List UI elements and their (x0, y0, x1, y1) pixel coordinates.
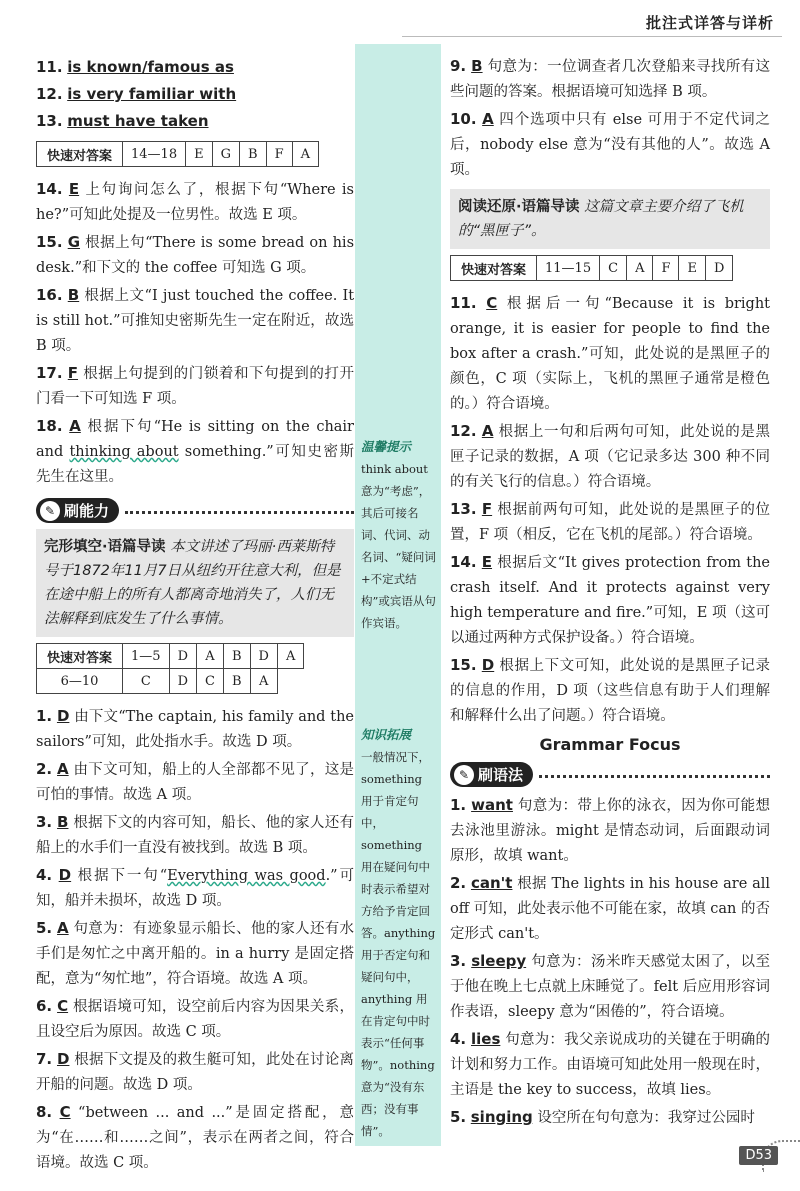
item-answer: E (68, 180, 80, 198)
pen-icon: ✎ (454, 765, 474, 785)
item-answer: is known/famous as (67, 58, 234, 76)
item-explanation: 句意为：汤米昨天感觉太困了，以至于他在晚上七点就上床睡觉了。felt 后应用形容词作表语，sleepy 意为“困倦的”，符合语境。 (450, 954, 770, 1020)
item-explanation: 设空所在句句意为：我穿过公园时 (537, 1110, 755, 1126)
quick-cell: B (240, 142, 267, 167)
quick-answer-table-1 (36, 141, 319, 167)
item-number: 10. (450, 110, 477, 128)
item-number: 7. (36, 1050, 53, 1068)
item-number: 9. (450, 57, 467, 75)
section-badge: ✎ 刷能力 (36, 498, 119, 523)
answer-list-4 (450, 54, 770, 183)
item-number: 3. (450, 952, 467, 970)
item-answer: A (482, 110, 494, 128)
item-explanation: 句意为：我父亲说成功的关键在于明确的计划和努力工作。由语境可知此处用一般现在时，主语是 the key to success，故填 lies。 (450, 1032, 771, 1098)
quick-answer-table-2 (36, 643, 304, 694)
item-answer: D (56, 707, 70, 725)
top-answers (36, 54, 354, 135)
quick-cell: A (292, 142, 318, 167)
answer-list-2 (36, 704, 354, 861)
quick-cell: 1—5 (123, 644, 170, 669)
quick-cell: E (679, 256, 706, 281)
answer-item (36, 704, 354, 755)
item-explanation: 根据后文“It gives protection from the crash itself. And it protects against very high temperature and fire.”可知，E 项（这可以通过两种方式保护设备。）符合语境。 (450, 555, 770, 646)
answer-item-18: 18. A 根据下句“He is sitting on the chair and thinking about something.”可知史密斯先生在这里。 (36, 417, 354, 485)
quick-cell: 6—10 (37, 669, 123, 694)
quick-cell: A (277, 644, 303, 669)
item-explanation: 句意为：一位调查者几次登船来寻找所有这些问题的答案。根据语境可知选择 B 项。 (450, 59, 771, 100)
item-explanation: “between ... and ...”是固定搭配，意为“在……和……之间”，表示在两者之间，符合语境。故选 C 项。 (36, 1105, 354, 1171)
item-number: 15. (450, 656, 477, 674)
answer-list-5 (450, 291, 770, 729)
item-number: 1. (450, 796, 467, 814)
answer-list-6 (450, 793, 770, 1131)
tip-body: think about 意为“考虑”，其后可接名词、代词、动名词、“疑问词+不定式结构”或宾语从句作宾语。 (361, 462, 436, 630)
item-answer: A (57, 760, 69, 778)
item-answer: A (481, 422, 494, 440)
item-number: 15. (36, 233, 63, 251)
item-explanation: 根据上文“I just touched the coffee. It is still hot.”可推知史密斯先生一定在附近，故选 B 项。 (36, 288, 355, 354)
item-explanation: 四个选项中只有 else 可用于不定代词之后，nobody else 意为“没有其他的人”。故选 A 项。 (450, 112, 771, 178)
item-answer: B (57, 813, 69, 831)
quick-label: 快速对答案 (37, 142, 123, 167)
page-number: D53 (739, 1146, 778, 1165)
item-answer: want (471, 796, 513, 814)
item-number: 16. (36, 286, 63, 304)
fill-answer (36, 54, 354, 81)
quick-cell: F (266, 142, 292, 167)
answer-item (450, 793, 770, 869)
item-number: 5. (450, 1108, 467, 1126)
quick-cell: C (600, 256, 627, 281)
side-notes (355, 44, 441, 1146)
section-heading-grammar (450, 762, 770, 787)
guide-box-cloze: 完形填空·语篇导读 本文讲述了玛丽·西莱斯特号于1872年11月7日从纽约开往意大利，但是在途中船上的所有人都离奇地消失了，人们无法解释到底发生了什么事情。 (36, 529, 354, 637)
item-answer: C (486, 294, 498, 312)
answer-item (450, 107, 770, 183)
item-number: 2. (36, 760, 53, 778)
answer-item (36, 1047, 354, 1098)
answer-list-3 (36, 916, 354, 1176)
item-explanation: 根据前两句可知，此处说的是黑匣子的位置，F 项（相反，它在飞机的尾部。）符合语境。 (450, 502, 771, 543)
guide-box-reading: 阅读还原·语篇导读 这篇文章主要介绍了飞机的“黑匣子”。 (450, 189, 770, 249)
answer-item (450, 497, 770, 548)
item-answer: C (59, 1103, 71, 1121)
section-badge: ✎ 刷语法 (450, 762, 533, 787)
item-answer: D (56, 1050, 70, 1068)
item-number: 3. (36, 813, 53, 831)
answer-item (450, 871, 770, 947)
answer-item (36, 994, 354, 1045)
item-answer: sleepy (471, 952, 527, 970)
item-explanation: 由下文可知，船上的人全部都不见了，这是可怕的事情。故选 A 项。 (36, 762, 355, 803)
item-answer: G (67, 233, 81, 251)
quick-label: 快速对答案 (451, 256, 537, 281)
item-explanation: 根据上句“There is some bread on his desk.”和下文的 the coffee 可知选 G 项。 (36, 235, 355, 276)
item-answer: F (67, 364, 79, 382)
item-number: 6. (36, 997, 53, 1015)
grammar-focus-title: Grammar Focus (539, 735, 681, 754)
item-explanation: 根据 The lights in his house are all off 可知，此处表示他不可能在家，故填 can 的否定形式 can't。 (450, 876, 771, 942)
fill-answer (36, 108, 354, 135)
item-number: 11. (450, 294, 477, 312)
answer-item (450, 1027, 770, 1103)
answer-list-1 (36, 177, 354, 412)
quick-cell: F (653, 256, 679, 281)
item-answer: A (57, 919, 69, 937)
quick-cell: C (123, 669, 170, 694)
header-rule (402, 36, 782, 37)
item-answer: B (67, 286, 80, 304)
answer-item (450, 291, 770, 417)
item-answer: C (57, 997, 69, 1015)
item-answer: can't (470, 874, 513, 892)
item-number: 13. (450, 500, 477, 518)
quick-cell: 14—18 (123, 142, 186, 167)
section-heading-ability (36, 498, 354, 523)
item-answer: singing (470, 1108, 533, 1126)
item-number: 14. (36, 180, 63, 198)
knowledge-title: 知识拓展 (361, 727, 412, 742)
item-number: 13. (36, 112, 63, 130)
pen-icon: ✎ (40, 501, 60, 521)
answer-item (450, 653, 770, 729)
tip-block (361, 436, 437, 634)
item-explanation: 句意为：有迹象显示船长、他的家人还有水手们是匆忙之中离开船的。in a hurry 是固定搭配，意为“匆忙地”，符合语境。故选 A 项。 (36, 921, 355, 987)
item-number: 12. (36, 85, 63, 103)
answer-item (36, 177, 354, 228)
quick-cell: A (197, 644, 224, 669)
item-explanation: 根据上下文可知，此处说的是黑匣子记录的信息的作用，D 项（这些信息有助于人们理解和解释什么出了问题。）符合语境。 (450, 658, 771, 724)
quick-cell: E (186, 142, 213, 167)
quick-cell: G (212, 142, 239, 167)
item-explanation: 根据上一句和后两句可知，此处说的是黑匣子记录的数据，A 项（它记录多达 300 种不同的有关飞行的信息。）符合语境。 (450, 424, 771, 490)
answer-item (36, 230, 354, 281)
knowledge-block (361, 724, 437, 1142)
tip-title: 温馨提示 (361, 439, 412, 454)
item-number: 1. (36, 707, 53, 725)
answer-item (36, 361, 354, 412)
quick-cell: A (250, 669, 277, 694)
item-explanation: 上句询问怎么了，根据下句“Where is he?”可知此处提及一位男性。故选 E 项。 (36, 182, 355, 223)
knowledge-body: 一般情况下，something 用于肯定句中，something 用在疑问句中时表示希望对方给予肯定回答。anything 用于否定句和疑问句中，anything 用在肯定句中时表示“任何事物”。nothing 意为“没有东西；没有事情”。 (361, 750, 436, 1138)
item-explanation: 根据下文提及的救生艇可知，此处在讨论离开船的问题。故选 D 项。 (36, 1052, 354, 1093)
left-column (36, 54, 354, 1178)
quick-cell: B (223, 669, 250, 694)
fill-answer (36, 81, 354, 108)
answer-item (36, 757, 354, 808)
item-answer: must have taken (67, 112, 209, 130)
quick-label: 快速对答案 (37, 644, 123, 669)
item-explanation: 根据语境可知，设空前后内容为因果关系，且设空后为原因。故选 C 项。 (36, 999, 355, 1040)
answer-item (36, 916, 354, 992)
item-explanation: 句意为：带上你的泳衣，因为你可能想去泳池里游泳。might 是情态动词，后面跟动词原形，故填 want。 (450, 798, 771, 864)
quick-cell: C (197, 669, 224, 694)
item-answer: B (471, 57, 483, 75)
item-number: 2. (450, 874, 467, 892)
item-explanation: 根据上句提到的门锁着和下句提到的打开门看一下可知选 F 项。 (36, 366, 355, 407)
quick-answer-table-3 (450, 255, 733, 281)
item-answer: is very familiar with (67, 85, 237, 103)
quick-cell: D (169, 669, 196, 694)
item-number: 17. (36, 364, 63, 382)
item-answer: E (481, 553, 493, 571)
item-number: 4. (450, 1030, 467, 1048)
item-explanation: 根据后一句“Because it is bright orange, it is easier for people to find the box after a crash.”可知，此处说的是黑匣子的颜色，C 项（实际上，飞机的黑匣子通常是橙色的。）符合语境。 (450, 296, 771, 412)
answer-item (36, 283, 354, 359)
answer-item (36, 810, 354, 861)
item-number: 11. (36, 58, 63, 76)
dotted-divider (125, 511, 354, 514)
page-header: 批注式详答与详析 (645, 14, 774, 32)
item-number: 14. (450, 553, 477, 571)
item-explanation: 由下文“The captain, his family and the sailors”可知，此处指水手。故选 D 项。 (36, 709, 354, 750)
quick-cell: D (250, 644, 277, 669)
item-answer: D (481, 656, 495, 674)
item-number: 12. (450, 422, 477, 440)
answer-item (450, 949, 770, 1025)
dotted-divider (539, 775, 770, 778)
answer-item (450, 54, 770, 105)
answer-item (450, 550, 770, 651)
item-answer: lies (470, 1030, 501, 1048)
right-column (450, 54, 770, 1133)
quick-cell: B (223, 644, 250, 669)
quick-cell: D (169, 644, 196, 669)
quick-cell: D (705, 256, 732, 281)
answer-item (450, 1105, 770, 1131)
answer-item-4: 4. D 根据下一句“Everything was good.”可知，船并未损坏，故选 D 项。 (36, 866, 355, 909)
item-number: 8. (36, 1103, 53, 1121)
quick-cell: 11—15 (537, 256, 600, 281)
answer-item (450, 419, 770, 495)
item-number: 5. (36, 919, 53, 937)
item-explanation: 根据下文的内容可知，船长、他的家人还有船上的水手们一直没有被找到。故选 B 项。 (36, 815, 355, 856)
item-answer: F (481, 500, 493, 518)
answer-item (36, 1100, 354, 1176)
quick-cell: A (627, 256, 653, 281)
